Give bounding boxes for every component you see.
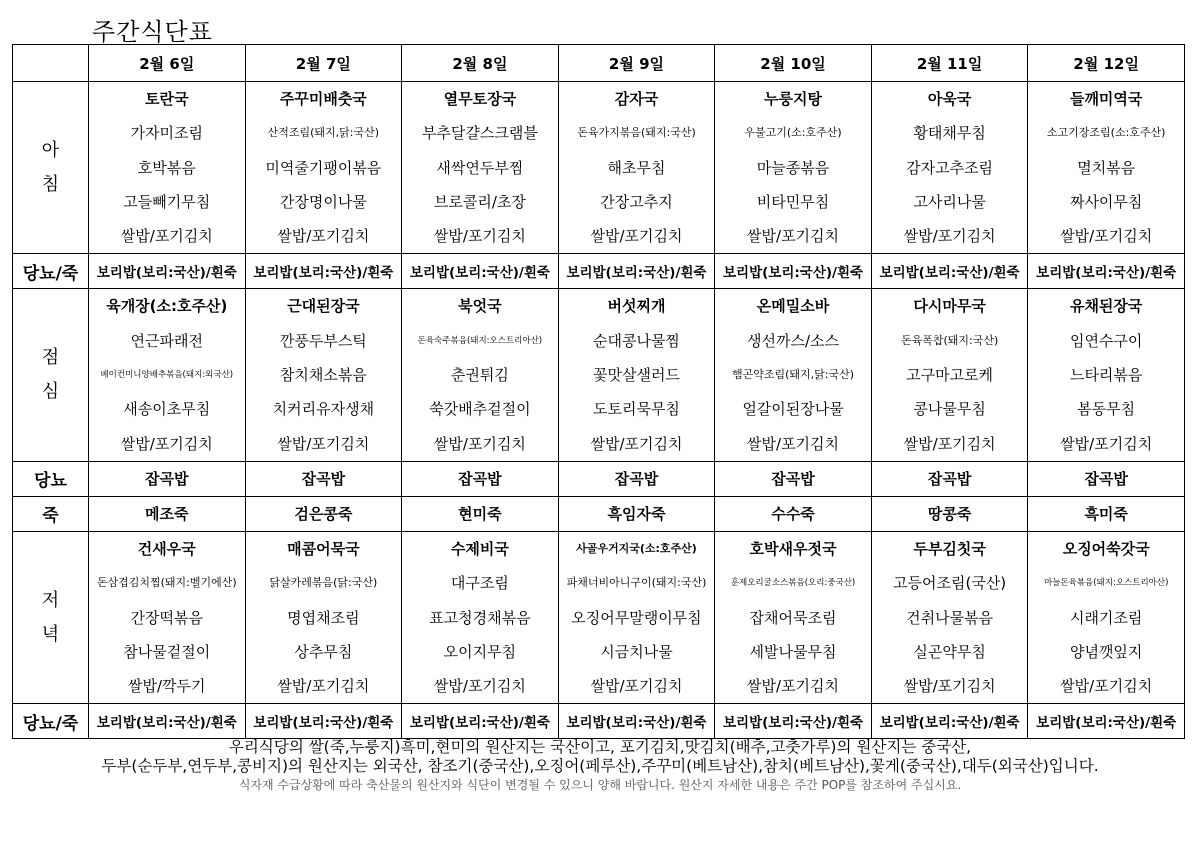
lunch-porridge-value: 검은콩죽: [245, 496, 402, 531]
breakfast-dish: 감자국: [614, 90, 659, 108]
dinner-day-cell: [402, 531, 559, 703]
lunch-dish: 깐풍두부스틱: [279, 331, 367, 350]
dinner-dish: 시래기조림: [1069, 608, 1143, 627]
breakfast-dish: 쌀밥/포기김치: [1060, 227, 1153, 246]
lunch-dish: 치커리유자생채: [272, 400, 375, 419]
lunch-day-cell: [1028, 289, 1185, 461]
dinner-dish: 세발나물무침: [749, 642, 837, 661]
lunch-dish: 베이컨미니양배추볶음(돼지:외국산): [100, 370, 234, 381]
breakfast-dish: 쌀밥/포기김치: [120, 227, 213, 246]
lunch-porridge-value: 흑임자죽: [558, 496, 715, 531]
dinner-dish: 오이지무침: [443, 642, 517, 661]
dinner-dish: 쌀밥/포기김치: [747, 677, 840, 696]
breakfast-day-cell: [871, 82, 1028, 254]
dinner-dish: 사골우거지국(소:호주산): [576, 541, 697, 555]
breakfast-dish: 해초무침: [607, 158, 666, 177]
lunch-day-cell: [245, 289, 402, 461]
dinner-dish: 실곤약무침: [913, 642, 986, 661]
breakfast-day-cell: [558, 82, 715, 254]
breakfast-day-cell: [1028, 82, 1185, 254]
lunch-dish: 다시마무국: [913, 297, 986, 316]
breakfast-diabetic-porridge-value: 보리밥(보리:국산)/흰죽: [402, 254, 559, 289]
lunch-porridge-value: 수수죽: [715, 496, 872, 531]
breakfast-dish: 가자미조림: [130, 124, 203, 143]
lunch-dish: 참치채소볶음: [279, 366, 367, 385]
dinner-diabetic-porridge-value: 보리밥(보리:국산)/흰죽: [89, 704, 246, 739]
dinner-diabetic-porridge-value: 보리밥(보리:국산)/흰죽: [245, 704, 402, 739]
dinner-dish: 잡채어묵조림: [749, 608, 837, 627]
dinner-dish: 두부김칫국: [913, 539, 986, 558]
date-header: 2월 7일: [245, 45, 402, 82]
breakfast-dish: 쌀밥/포기김치: [433, 227, 526, 246]
dinner-dish: 참나물겉절이: [123, 642, 211, 661]
dinner-dish: 파채너비아니구이(돼지:국산): [566, 576, 707, 590]
lunch-diabetic-value: 잡곡밥: [402, 461, 559, 496]
breakfast-diabetic-porridge-value: 보리밥(보리:국산)/흰죽: [1028, 254, 1185, 289]
breakfast-dish: 간장고추지: [600, 192, 673, 211]
dinner-dish: 돈삼겹김치찜(돼지:벨기에산): [96, 576, 237, 590]
lunch-diabetic-value: 잡곡밥: [558, 461, 715, 496]
breakfast-dish: 돈육가지볶음(돼지:국산): [577, 126, 696, 140]
breakfast-day-cell: [245, 82, 402, 254]
breakfast-diabetic-porridge-value: 보리밥(보리:국산)/흰죽: [245, 254, 402, 289]
lunch-label: [13, 289, 89, 461]
dinner-day-cell: [715, 531, 872, 703]
breakfast-dish: 새싹연두부찜: [436, 158, 524, 177]
lunch-dish: 쌀밥/포기김치: [120, 434, 213, 453]
lunch-dish: 연근파래전: [130, 331, 203, 350]
breakfast-dish: 감자고추조림: [906, 158, 994, 177]
date-header: 2월 10일: [715, 45, 872, 82]
lunch-diabetic-value: 잡곡밥: [715, 461, 872, 496]
dinner-diabetic-porridge-value: 보리밥(보리:국산)/흰죽: [871, 704, 1028, 739]
lunch-dish: 봄동무침: [1077, 400, 1136, 419]
date-header: 2월 12일: [1028, 45, 1185, 82]
breakfast-dish: 간장명이나물: [279, 192, 367, 211]
lunch-dish: 고구마고로케: [906, 366, 994, 385]
dinner-dish: 마늘돈육볶음(돼지:오스트리아산): [1043, 578, 1169, 589]
breakfast-dish: 브로콜리/초장: [433, 192, 526, 211]
lunch-dish: 버섯찌개: [607, 297, 666, 316]
dinner-day-cell: [871, 531, 1028, 703]
corner-cell: [13, 45, 89, 82]
dinner-dish: 표고청경채볶음: [429, 608, 531, 627]
lunch-label-char: 점: [41, 347, 60, 369]
dinner-dish: 쌀밥/포기김치: [433, 677, 526, 696]
breakfast-dish: 미역줄기팽이볶음: [265, 158, 382, 177]
lunch-porridge-value: 메조죽: [89, 496, 246, 531]
breakfast-dish: 쌀밥/포기김치: [277, 227, 370, 246]
breakfast-dish: 아욱국: [927, 90, 972, 108]
breakfast-dish: 산적조림(돼지,닭:국산): [267, 126, 380, 140]
dinner-dish: 오징어무말랭이무침: [571, 608, 702, 627]
lunch-dish: 생선까스/소스: [747, 331, 840, 350]
lunch-porridge-label: 죽: [13, 496, 89, 531]
breakfast-dish: 쌀밥/포기김치: [590, 227, 683, 246]
lunch-dish: 쌀밥/포기김치: [433, 434, 526, 453]
breakfast-dish: 짜사이무침: [1069, 192, 1143, 211]
lunch-label-char: 심: [41, 381, 60, 403]
dinner-dish: 쌀밥/포기김치: [903, 677, 996, 696]
lunch-diabetic-label: 당뇨: [13, 461, 89, 496]
breakfast-dish: 고들빼기무침: [123, 192, 211, 211]
lunch-dish: 느타리볶음: [1069, 366, 1143, 385]
lunch-dish: 쌀밥/포기김치: [903, 434, 996, 453]
breakfast-diabetic-porridge-value: 보리밥(보리:국산)/흰죽: [871, 254, 1028, 289]
dinner-day-cell: [1028, 531, 1185, 703]
breakfast-dish: 소고기장조림(소:호주산): [1046, 126, 1166, 140]
lunch-porridge-value: 땅콩죽: [871, 496, 1028, 531]
dinner-label: [13, 531, 89, 703]
breakfast-dish: 황태채무침: [913, 124, 986, 143]
breakfast-diabetic-porridge-value: 보리밥(보리:국산)/흰죽: [558, 254, 715, 289]
lunch-porridge-value: 현미죽: [402, 496, 559, 531]
lunch-dish: 돈육폭찹(돼지:국산): [900, 333, 999, 347]
breakfast-dish: 누룽지탕: [764, 90, 823, 108]
dinner-dish: 수제비국: [450, 539, 509, 558]
lunch-dish: 새송이초무침: [123, 400, 211, 419]
breakfast-dish: 마늘종볶음: [756, 158, 830, 177]
dinner-dish: 쌀밥/포기김치: [590, 677, 683, 696]
dinner-dish: 훈제오리굴소스볶음(오리:중국산): [730, 578, 856, 589]
breakfast-dish: 열무토장국: [443, 90, 517, 108]
breakfast-dish: 우불고기(소:호주산): [744, 126, 842, 140]
breakfast-diabetic-porridge-value: 보리밥(보리:국산)/흰죽: [89, 254, 246, 289]
breakfast-dish: 비타민무침: [756, 192, 830, 211]
dinner-dish: 명엽채조림: [287, 608, 360, 627]
dinner-dish: 호박새우젓국: [749, 539, 837, 558]
dinner-dish: 쌀밥/깍두기: [128, 677, 206, 696]
lunch-dish: 임연수구이: [1069, 331, 1143, 350]
lunch-day-cell: [89, 289, 246, 461]
lunch-dish: 도토리묵무침: [592, 400, 680, 419]
lunch-day-cell: [558, 289, 715, 461]
lunch-dish: 쌀밥/포기김치: [277, 434, 370, 453]
dinner-diabetic-porridge-value: 보리밥(보리:국산)/흰죽: [558, 704, 715, 739]
lunch-dish: 춘권튀김: [450, 366, 509, 385]
change-notice: 식자재 수급상황에 따라 축산물의 원산지와 식단이 변경될 수 있으니 양해 바랍니다. 원산지 자세한 내용은 주간 POP를 참조하여 주십시요.: [238, 778, 962, 792]
dinner-dish: 쌀밥/포기김치: [1060, 677, 1153, 696]
date-header: 2월 8일: [402, 45, 559, 82]
lunch-dish: 햄곤약조림(돼지,닭:국산): [732, 368, 855, 382]
breakfast-dish: 호박볶음: [137, 158, 196, 177]
lunch-dish: 쌀밥/포기김치: [590, 434, 683, 453]
dinner-dish: 양념깻잎지: [1069, 642, 1143, 661]
lunch-diabetic-value: 잡곡밥: [89, 461, 246, 496]
lunch-diabetic-value: 잡곡밥: [1028, 461, 1185, 496]
dinner-dish: 시금치나물: [600, 642, 673, 661]
breakfast-dish: 고사리나물: [913, 192, 986, 211]
lunch-dish: 쑥갓배추겉절이: [429, 400, 531, 419]
breakfast-dish: 들깨미역국: [1069, 90, 1143, 108]
dinner-diabetic-porridge-value: 보리밥(보리:국산)/흰죽: [1028, 704, 1185, 739]
dinner-dish: 건취나물볶음: [906, 608, 994, 627]
breakfast-day-cell: [89, 82, 246, 254]
lunch-dish: 육개장(소:호주산): [106, 297, 228, 316]
lunch-day-cell: [402, 289, 559, 461]
dinner-label-char: 녁: [41, 623, 60, 645]
dinner-dish: 쌀밥/포기김치: [277, 677, 370, 696]
page-title: 주간식단표: [92, 18, 213, 46]
dinner-dish: 매콤어묵국: [287, 539, 360, 558]
breakfast-diabetic-porridge-value: 보리밥(보리:국산)/흰죽: [715, 254, 872, 289]
breakfast-dish: 토란국: [145, 90, 189, 108]
origin-note-line-1: 우리식당의 쌀(죽,누룽지)흑미,현미의 원산지는 국산이고, 포기김치,맛김치(배추,고춧가루)의 원산지는 중국산,: [228, 738, 972, 756]
breakfast-dish: 부추달걀스크램블: [421, 124, 538, 143]
dinner-dish: 상추무침: [294, 642, 353, 661]
lunch-day-cell: [715, 289, 872, 461]
lunch-diabetic-value: 잡곡밥: [245, 461, 402, 496]
breakfast-dish: 쌀밥/포기김치: [747, 227, 840, 246]
weekly-menu-table: [12, 44, 1185, 739]
dinner-dish: 오징어쑥갓국: [1062, 539, 1150, 558]
dinner-dish: 닭살카레볶음(닭:국산): [269, 576, 378, 590]
dinner-dish: 고등어조림(국산): [893, 574, 1007, 593]
lunch-dish: 얼갈이된장나물: [742, 400, 844, 419]
lunch-dish: 쌀밥/포기김치: [1060, 434, 1153, 453]
lunch-dish: 온메밀소바: [756, 297, 830, 316]
lunch-porridge-value: 흑미죽: [1028, 496, 1185, 531]
dinner-dish: 간장떡볶음: [130, 608, 203, 627]
dinner-diabetic-porridge-value: 보리밥(보리:국산)/흰죽: [402, 704, 559, 739]
dinner-label-char: 저: [41, 589, 60, 611]
lunch-dish: 콩나물무침: [913, 400, 986, 419]
lunch-dish: 돈육숙주볶음(돼지:오스트리아산): [417, 335, 543, 346]
breakfast-diabetic-porridge-label: 당뇨/죽: [13, 254, 89, 289]
lunch-dish: 꽃맛살샐러드: [592, 366, 680, 385]
dinner-diabetic-porridge-label: 당뇨/죽: [13, 704, 89, 739]
breakfast-label-char: 아: [41, 139, 60, 161]
breakfast-day-cell: [715, 82, 872, 254]
date-header: 2월 6일: [89, 45, 246, 82]
date-header: 2월 11일: [871, 45, 1028, 82]
lunch-dish: 순대콩나물찜: [592, 331, 680, 350]
dinner-day-cell: [89, 531, 246, 703]
dinner-day-cell: [245, 531, 402, 703]
breakfast-label: [13, 82, 89, 254]
lunch-dish: 북엇국: [458, 297, 502, 316]
lunch-dish: 쌀밥/포기김치: [747, 434, 840, 453]
lunch-dish: 유채된장국: [1069, 297, 1143, 316]
lunch-diabetic-value: 잡곡밥: [871, 461, 1028, 496]
dinner-dish: 건새우국: [137, 539, 196, 558]
dinner-dish: 대구조림: [450, 574, 509, 593]
date-header: 2월 9일: [558, 45, 715, 82]
breakfast-dish: 쌀밥/포기김치: [903, 227, 996, 246]
breakfast-dish: 멸치볶음: [1077, 158, 1136, 177]
lunch-day-cell: [871, 289, 1028, 461]
origin-note-line-2: 두부(순두부,연두부,콩비지)의 원산지는 외국산, 참조기(중국산),오징어(페루산),주꾸미(베트남산),참치(베트남산),꽃게(중국산),대두(외국산)입니다.: [101, 757, 1099, 775]
breakfast-dish: 주꾸미배춧국: [279, 90, 367, 108]
dinner-day-cell: [558, 531, 715, 703]
breakfast-label-char: 침: [41, 173, 60, 195]
dinner-diabetic-porridge-value: 보리밥(보리:국산)/흰죽: [715, 704, 872, 739]
lunch-dish: 근대된장국: [287, 297, 360, 316]
breakfast-day-cell: [402, 82, 559, 254]
